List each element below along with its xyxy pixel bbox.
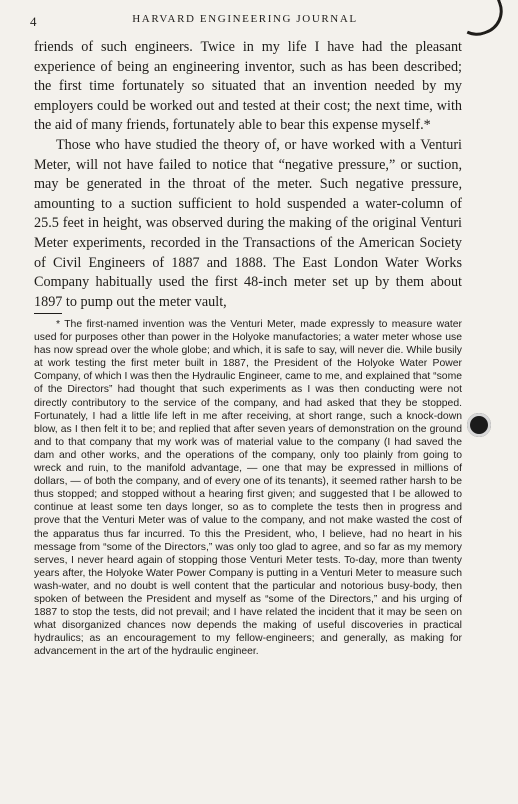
footnote-text: * The first-named invention was the Venturi Meter, made expressly to measure water used for purposes other than power in the Holyoke manufactories; a water meter whose use has now spread over the whole globe; and which, it is safe to say, will never die. While busily at work testing the first meter built in 1887, the President of the Holyoke Water Power Company, of which I was then the Hydraulic Engineer, came to me, and explained that “some of the Directors” had thought that such experiments as I was then conducting were not directly contributory to the service of the company, and had asked that they be stopped. Fortunately, I had a little life left in me after receiving, at short range, such a knock-down blow, as I then felt it to be; and replied that after seven years of demonstration on the ground and to that company that my work was of material value to the company (I had saved the dam and other works, and the operations of the company, only too plainly from going to wreck and ruin, to the manifold advantage, — one that may be expressed in millions of dollars, — of both the company, and of every one of its tenants), it seemed rather harsh to be thus stopped; and stopped without a hearing first given; and suggested that I be allowed to continue at least some ten days longer, so as to complete the tests then in progress and prove that the Venturi Meter was of value to the company, and not make wasted the cost of the apparatus thus far incurred. To this the President, who, I believe, had no heart in his message from “some of the Directors,” was only too glad to agree, and so far as my memory serves, I never heard again of stopping those Venturi Meter tests. To-day, more than twenty years after, the Holyoke Water Power Company is putting in a Venturi Meter to measure such wash-water, and no doubt is well content that the particular and notorious busy-body, then spoken of between the President and myself as “some of the Directors,” and his urging of 1887 to stop the tests, did not prevail; and I have related the incident that it may be seen on what disorganized chances now depends the making of useful discoveries in practical hydraulics; as an encouragement to my fellow-engineers; and generally, as making for advancement in the art of the hydraulic engineer.: [34, 319, 462, 658]
footnote-rule: [34, 313, 62, 314]
body-paragraph-2: Those who have studied the theory of, or have worked with a Venturi Meter, will not have failed to notice that “negative pressure,” or suction, may be generated in the throat of the meter. Such negative pressure, amounting to a suction sufficient to hold suspended a water-column of 25.5 feet in height, was observed during the making of the original Venturi Meter experiments, recorded in the Transactions of the American Society of Civil Engineers of 1887 and 1888. The East London Water Works Company habitually used the first 48-inch meter set up by them about 1897 to pump out the meter vault,: [34, 136, 462, 310]
running-head: HARVARD ENGINEERING JOURNAL: [132, 13, 358, 25]
page-number: 4: [30, 14, 37, 29]
body-paragraph-1: friends of such engineers. Twice in my life I have had the pleasant experience of being an engineering inventor, such as has been described; the first time fortunately so situated that an invention needed by my employers could be worked out and tested at their cost; the next time, with the aid of many friends, fortunately able to bear this expense myself.*: [34, 39, 462, 134]
corner-ink-mark: [451, 0, 510, 42]
body-text: [34, 38, 462, 312]
binder-hole: [467, 413, 491, 437]
footnote: [34, 318, 462, 658]
